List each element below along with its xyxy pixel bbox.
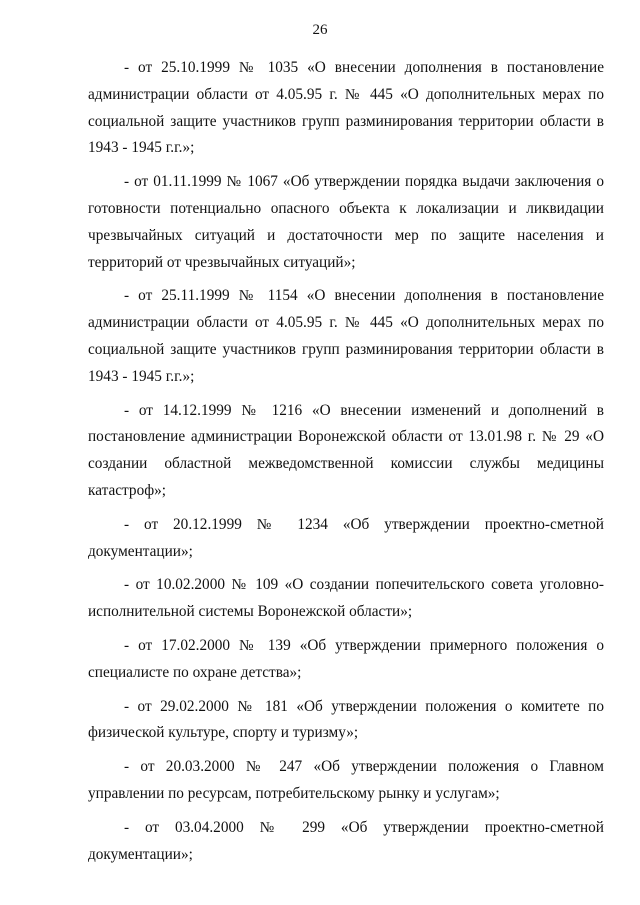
- list-item: - от 20.03.2000 № 247 «Об утверждении положения о Главном управлении по ресурсам, потребительскому рынку и услугам»;: [88, 758, 604, 802]
- list-item: - от 17.02.2000 № 139 «Об утверждении примерного положения о специалисте по охране детства»;: [88, 636, 604, 681]
- list-item: - от 03.04.2000 № 299 «Об утверждении проектно-сметной документации»;: [88, 818, 604, 863]
- list-item: - от 25.11.1999 № 1154 «О внесении дополнения в постановление администрации области от 4.05.95 г. № 445 «О дополнительных мерах по социальной защите участников групп разминирования территории области в 1943 - 1945 г.г.»;: [88, 287, 604, 385]
- list-item: - от 14.12.1999 № 1216 «О внесении изменений и дополнений в постановление администрации Воронежской области от 13.01.98 г. № 29 «О создании областной межведомственной комиссии службы медицины катастроф»;: [88, 401, 604, 499]
- list-item: - от 20.12.1999 № 1234 «Об утверждении проектно-сметной документации»;: [88, 515, 604, 560]
- page-number: 26: [312, 22, 328, 38]
- list-item: - от 10.02.2000 № 109 «О создании попечительского совета уголовно-исполнительной системы Воронежской области»;: [88, 576, 604, 621]
- document-body: [88, 55, 604, 875]
- list-item: - от 29.02.2000 № 181 «Об утверждении положения о комитете по физической культуре, спорту и туризму»;: [88, 697, 604, 742]
- list-item: - от 25.10.1999 № 1035 «О внесении дополнения в постановление администрации области от 4.05.95 г. № 445 «О дополнительных мерах по социальной защите участников групп разминирования территории области в 1943 - 1945 г.г.»;: [88, 59, 604, 157]
- list-item: - от 01.11.1999 № 1067 «Об утверждении порядка выдачи заключения о готовности потенциально опасного объекта к локализации и ликвидации чрезвычайных ситуаций и достаточности мер по защите населения и территорий от чрезвычайных ситуаций»;: [88, 173, 604, 271]
